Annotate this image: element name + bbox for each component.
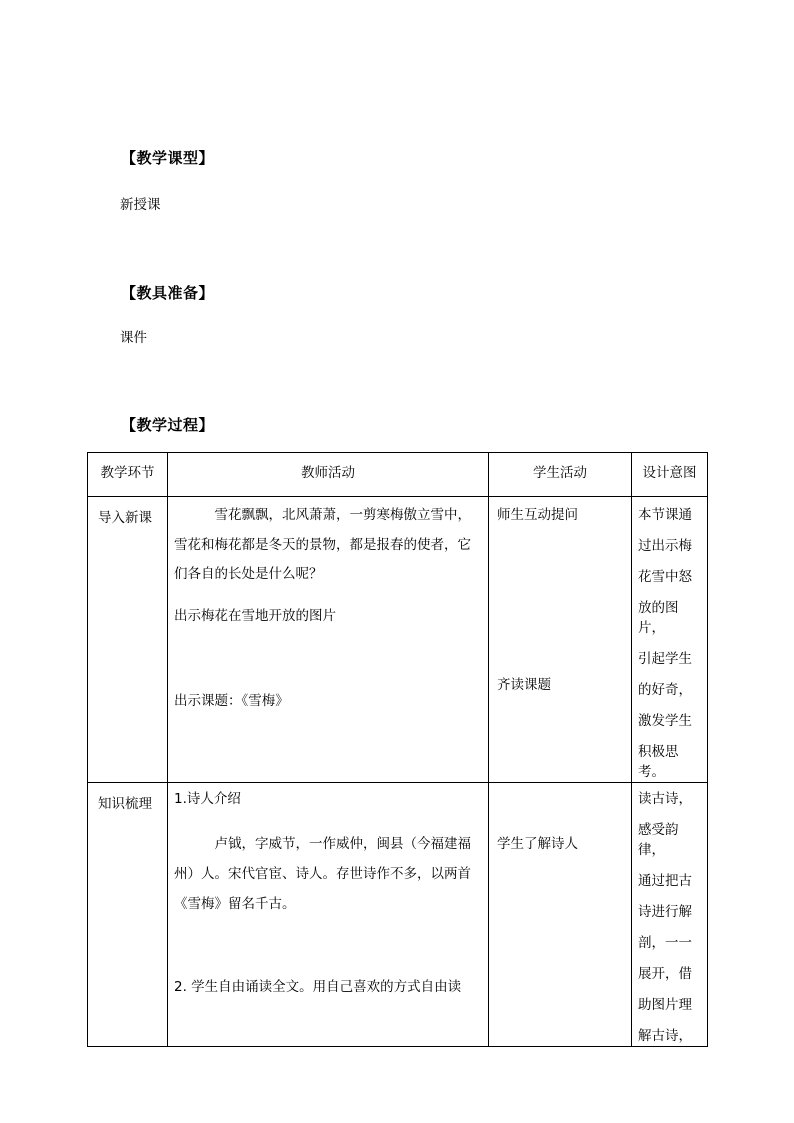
lesson-plan-table <box>87 452 708 1047</box>
student-activity-cell <box>489 783 632 1047</box>
teacher-line: 雪花和梅花都是冬天的景物，都是报春的使者，它 <box>174 537 471 553</box>
design-line: 积极思考。 <box>638 744 679 780</box>
teacher-activity-cell <box>168 783 489 1047</box>
student-line: 学生了解诗人 <box>497 836 578 852</box>
table-row <box>88 497 708 783</box>
teacher-line: 卢钺，字威节，一作威仲，闽县（今福建福 <box>214 836 471 852</box>
design-line: 读古诗， <box>638 791 692 807</box>
teaching-aids-value: 课件 <box>120 330 147 346</box>
design-line: 的好奇， <box>638 682 692 698</box>
teacher-line: 2. 学生自由诵读全文。用自己喜欢的方式自由读 <box>174 979 462 995</box>
stage-cell: 知识梳理 <box>88 783 168 1047</box>
design-line: 引起学生 <box>638 651 692 667</box>
student-line: 齐读课题 <box>497 677 551 693</box>
design-line: 剖，一一 <box>638 935 692 951</box>
header-student-activity: 学生活动 <box>489 453 632 497</box>
lesson-type-value: 新授课 <box>120 197 161 213</box>
teacher-line: 出示课题：《雪梅》 <box>174 693 289 709</box>
section-heading-teaching-process: 【教学过程】 <box>121 416 215 434</box>
design-line: 本节课通 <box>638 507 692 523</box>
teacher-activity-cell <box>168 497 489 783</box>
design-intent-cell <box>632 497 708 783</box>
design-line: 过出示梅 <box>638 538 692 554</box>
design-line: 解古诗， <box>638 1028 692 1044</box>
table-row <box>88 783 708 1047</box>
design-line: 助图片理 <box>638 997 692 1013</box>
design-line: 展开，借 <box>638 966 692 982</box>
design-line: 激发学生 <box>638 713 692 729</box>
student-activity-cell <box>489 497 632 783</box>
header-teacher-activity: 教师活动 <box>168 453 489 497</box>
teacher-line: 1.诗人介绍 <box>174 791 241 807</box>
teacher-line: 《雪梅》留名千古。 <box>174 896 296 912</box>
header-stage: 教学环节 <box>88 453 168 497</box>
design-line: 花雪中怒 <box>638 569 692 585</box>
design-line: 诗进行解 <box>638 904 692 920</box>
stage-cell: 导入新课 <box>88 497 168 783</box>
teacher-line: 们各自的长处是什么呢？ <box>174 566 323 582</box>
teacher-line: 雪花飘飘，北风萧萧，一剪寒梅傲立雪中， <box>214 507 471 523</box>
design-line: 通过把古 <box>638 873 692 889</box>
student-line: 师生互动提问 <box>497 507 578 523</box>
design-line: 放的图片， <box>638 600 679 636</box>
section-heading-lesson-type: 【教学课型】 <box>121 149 215 167</box>
design-intent-cell <box>632 783 708 1047</box>
table-header-row <box>88 453 708 497</box>
teacher-line: 出示梅花在雪地开放的图片 <box>174 608 336 624</box>
design-line: 感受韵律， <box>638 822 679 858</box>
header-design-intent: 设计意图 <box>632 453 708 497</box>
teacher-line: 州）人。宋代官宦、诗人。存世诗作不多，以两首 <box>174 866 471 882</box>
section-heading-teaching-aids: 【教具准备】 <box>121 284 215 302</box>
